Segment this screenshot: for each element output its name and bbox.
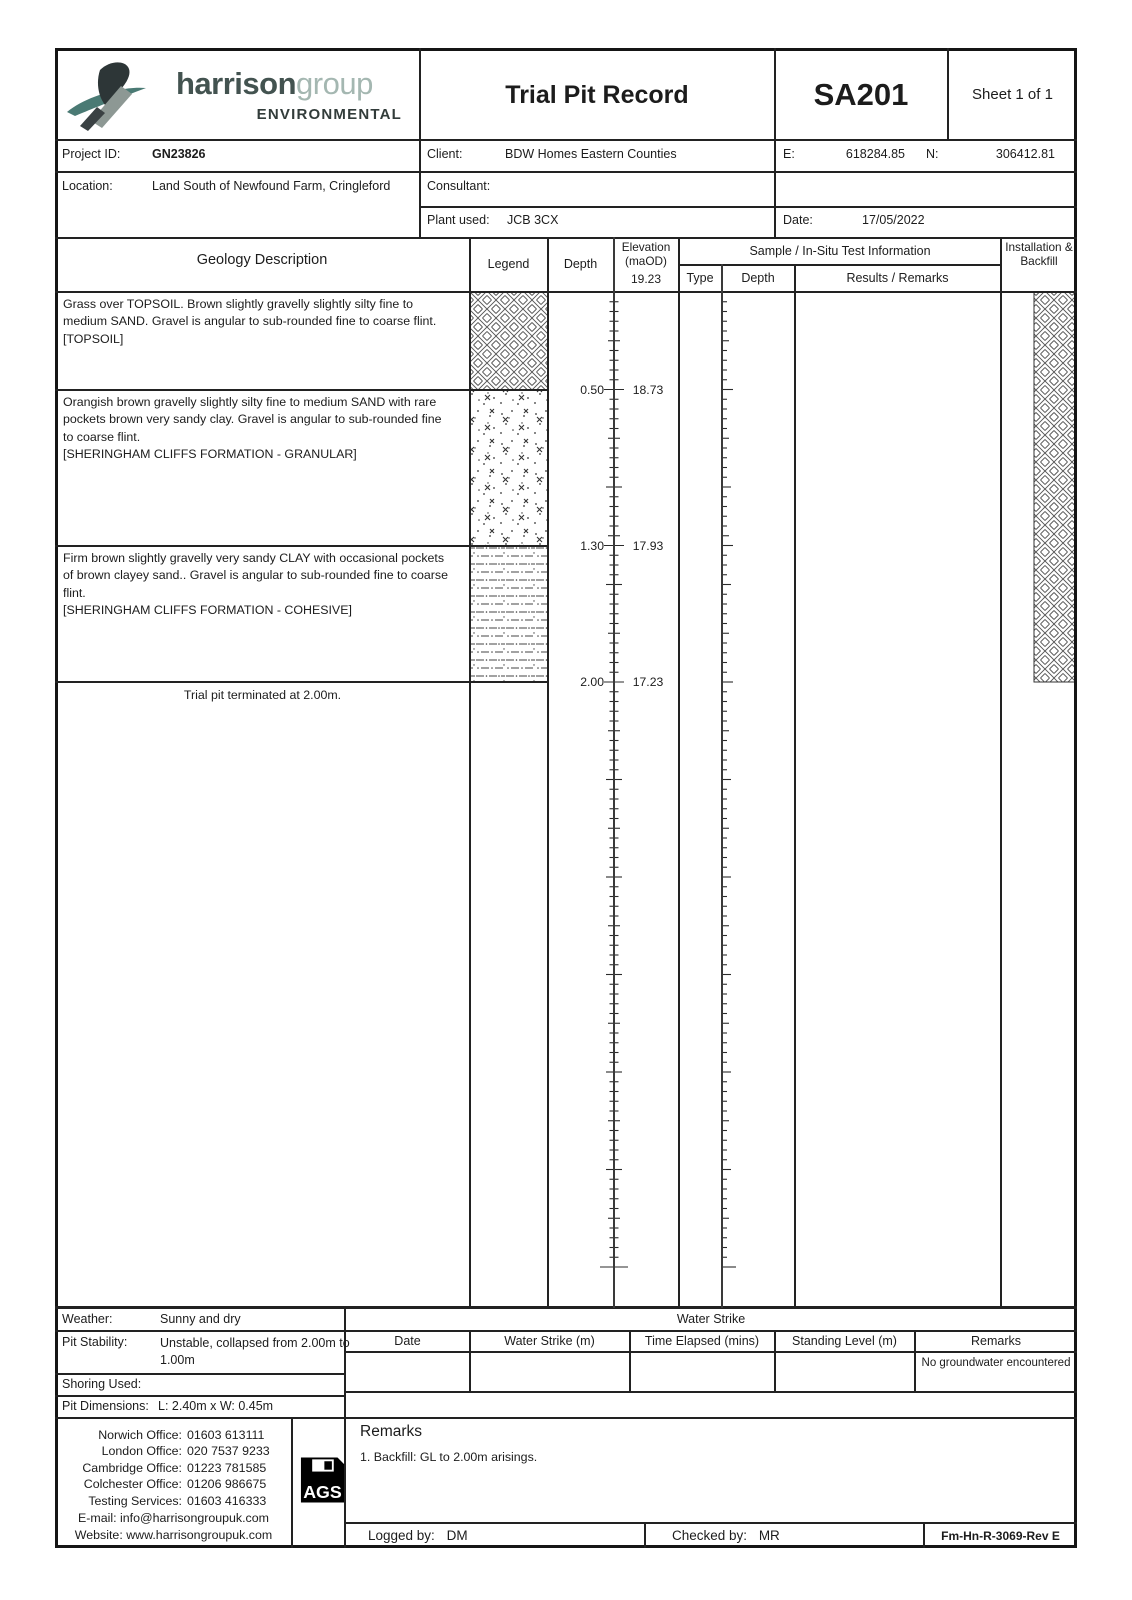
checked-by-label: Checked by: bbox=[672, 1528, 748, 1543]
date-label: Date: bbox=[783, 213, 813, 227]
harrison-group-logo bbox=[64, 56, 414, 136]
logged-by bbox=[368, 1528, 468, 1545]
checked-by-value: MR bbox=[758, 1528, 780, 1543]
stratum-boundary bbox=[55, 389, 548, 391]
rule bbox=[420, 206, 1077, 208]
results-remarks-header: Results / Remarks bbox=[846, 271, 949, 285]
pit-dimensions-label: Pit Dimensions: bbox=[62, 1399, 149, 1413]
weather-label: Weather: bbox=[62, 1312, 113, 1326]
email-line: E-mail: info@harrisongroupuk.com bbox=[78, 1511, 269, 1525]
plant-label: Plant used: bbox=[427, 213, 490, 227]
rule bbox=[55, 171, 1077, 173]
ws-col-strike: Water Strike (m) bbox=[504, 1334, 595, 1348]
depth-marker: 1.30 bbox=[580, 539, 604, 553]
remarks-title: Remarks bbox=[360, 1423, 423, 1440]
stratum-boundary bbox=[55, 681, 548, 683]
elevation-marker: 18.73 bbox=[632, 383, 664, 397]
contact-line: Norwich Office: 01603 613111 bbox=[98, 1428, 265, 1442]
checked-by bbox=[672, 1528, 780, 1545]
elevation-header-line1: Elevation bbox=[621, 240, 671, 254]
weather-value: Sunny and dry bbox=[160, 1312, 241, 1326]
rule bbox=[55, 139, 1077, 141]
installation-header-line1: Installation & bbox=[1005, 240, 1073, 254]
harrison-group-logo-icon bbox=[64, 58, 168, 135]
rule bbox=[1000, 237, 1002, 1308]
rule bbox=[345, 1391, 1077, 1393]
doc-title: Trial Pit Record bbox=[505, 81, 689, 109]
rule bbox=[55, 1417, 1077, 1419]
logged-by-label: Logged by: bbox=[368, 1528, 435, 1543]
stratum-tag: [SHERINGHAM CLIFFS FORMATION - GRANULAR] bbox=[63, 447, 357, 462]
termination-note: Trial pit terminated at 2.00m. bbox=[183, 688, 342, 702]
location-label: Location: bbox=[62, 179, 113, 193]
easting-value: 618284.85 bbox=[845, 147, 905, 161]
northing-label: N: bbox=[926, 147, 939, 161]
water-strike-title: Water Strike bbox=[676, 1312, 746, 1326]
elevation-datum: 19.23 bbox=[630, 272, 662, 286]
contact-line: Colchester Office: 01206 986675 bbox=[83, 1477, 267, 1492]
pit-dimensions-value: L: 2.40m x W: 0.45m bbox=[158, 1399, 274, 1413]
elevation-marker: 17.23 bbox=[632, 675, 664, 689]
project-id-value: GN23826 bbox=[152, 147, 206, 161]
depth-scale-line bbox=[613, 237, 615, 1308]
rule bbox=[55, 1306, 1077, 1309]
elevation-header-line2: (maOD) bbox=[625, 254, 667, 268]
office-contacts bbox=[66, 1427, 284, 1509]
stratum-tag: [TOPSOIL] bbox=[63, 331, 124, 346]
rule bbox=[644, 1522, 646, 1548]
logo-name-secondary: group bbox=[296, 66, 373, 101]
client-value: BDW Homes Eastern Counties bbox=[505, 147, 677, 161]
pit-id: SA201 bbox=[813, 77, 909, 112]
ws-col-standing: Standing Level (m) bbox=[792, 1334, 897, 1348]
rule bbox=[55, 1330, 1077, 1332]
sample-info-header: Sample / In-Situ Test Information bbox=[749, 244, 931, 258]
sheet-label: Sheet 1 of 1 bbox=[972, 86, 1053, 103]
sample-depth-header: Depth bbox=[741, 271, 775, 285]
form-reference: Fm-Hn-R-3069-Rev E bbox=[941, 1529, 1060, 1543]
rule bbox=[419, 48, 421, 239]
rule bbox=[469, 237, 471, 1308]
ws-col-date: Date bbox=[394, 1334, 421, 1348]
layer-description: Grass over TOPSOIL. Brown slightly gravelly slightly silty fine to medium SAND. Gravel is angular to sub-rounded fine to coarse flint. [TOPSOIL] bbox=[63, 296, 455, 348]
rule bbox=[55, 1373, 345, 1375]
easting-label: E: bbox=[783, 147, 795, 161]
stratum-boundary bbox=[55, 545, 548, 547]
remarks-item: 1. Backfill: GL to 2.00m arisings. bbox=[360, 1450, 538, 1464]
ags-logo bbox=[300, 1456, 345, 1504]
location-value: Land South of Newfound Farm, Cringleford bbox=[152, 179, 391, 193]
contact-line: London Office: 020 7537 9233 bbox=[101, 1444, 270, 1459]
rule bbox=[55, 291, 1077, 293]
ws-col-elapsed: Time Elapsed (mins) bbox=[644, 1334, 760, 1348]
rule bbox=[345, 1351, 1077, 1353]
contact-line: Testing Services: 01603 416333 bbox=[88, 1493, 267, 1508]
rule bbox=[794, 264, 796, 1308]
contact-line: Cambridge Office: 01223 781585 bbox=[82, 1460, 267, 1475]
pit-stability-value: Unstable, collapsed from 2.00m to 1.00m bbox=[160, 1336, 350, 1367]
depth-marker: 2.00 bbox=[580, 675, 604, 689]
ws-remarks-value: No groundwater encountered bbox=[921, 1357, 1071, 1369]
layer-description: Orangish brown gravelly slightly silty fine to medium SAND with rare pockets brown very sandy clay. Gravel is angular to sub-rounded fine to coarse flint. [SHERINGHAM CLIFFS FORMATION - GRANULAR] bbox=[63, 394, 455, 464]
sample-depth-scale-line bbox=[721, 264, 723, 1308]
rule bbox=[678, 237, 680, 1308]
plant-value: JCB 3CX bbox=[507, 213, 559, 227]
website-line: Website: www.harrisongroupuk.com bbox=[74, 1528, 273, 1542]
depth-marker: 0.50 bbox=[580, 383, 604, 397]
svg-text:AGS: AGS bbox=[303, 1481, 342, 1502]
project-id-label: Project ID: bbox=[62, 147, 121, 161]
stratum-tag: [SHERINGHAM CLIFFS FORMATION - COHESIVE] bbox=[63, 603, 352, 618]
rule bbox=[345, 1522, 1077, 1524]
ws-col-remarks: Remarks bbox=[970, 1334, 1021, 1348]
layer-description: Firm brown slightly gravelly very sandy CLAY with occasional pockets of brown clayey sand.. Gravel is angular to sub-rounded fine to coarse flint. [SHERINGHAM CLIFFS FORMATION - COHESIVE] bbox=[63, 550, 455, 620]
legend-header: Legend bbox=[487, 257, 530, 271]
pit-stability-label: Pit Stability: bbox=[62, 1335, 128, 1349]
installation-header-line2: Backfill bbox=[1020, 254, 1058, 268]
rule bbox=[679, 264, 1001, 266]
shoring-label: Shoring Used: bbox=[62, 1377, 142, 1391]
logged-by-value: DM bbox=[446, 1528, 468, 1543]
rule bbox=[55, 237, 1077, 239]
logo-tagline: ENVIRONMENTAL bbox=[256, 106, 402, 123]
geology-description-header: Geology Description bbox=[196, 252, 328, 268]
date-value: 17/05/2022 bbox=[862, 213, 925, 227]
consultant-label: Consultant: bbox=[427, 179, 491, 193]
logo-name-primary: harrison bbox=[176, 66, 297, 101]
northing-value: 306412.81 bbox=[995, 147, 1055, 161]
client-label: Client: bbox=[427, 147, 463, 161]
sample-type-header: Type bbox=[686, 271, 714, 285]
elevation-marker: 17.93 bbox=[632, 539, 664, 553]
depth-header: Depth bbox=[563, 257, 598, 271]
rule bbox=[55, 1395, 345, 1397]
